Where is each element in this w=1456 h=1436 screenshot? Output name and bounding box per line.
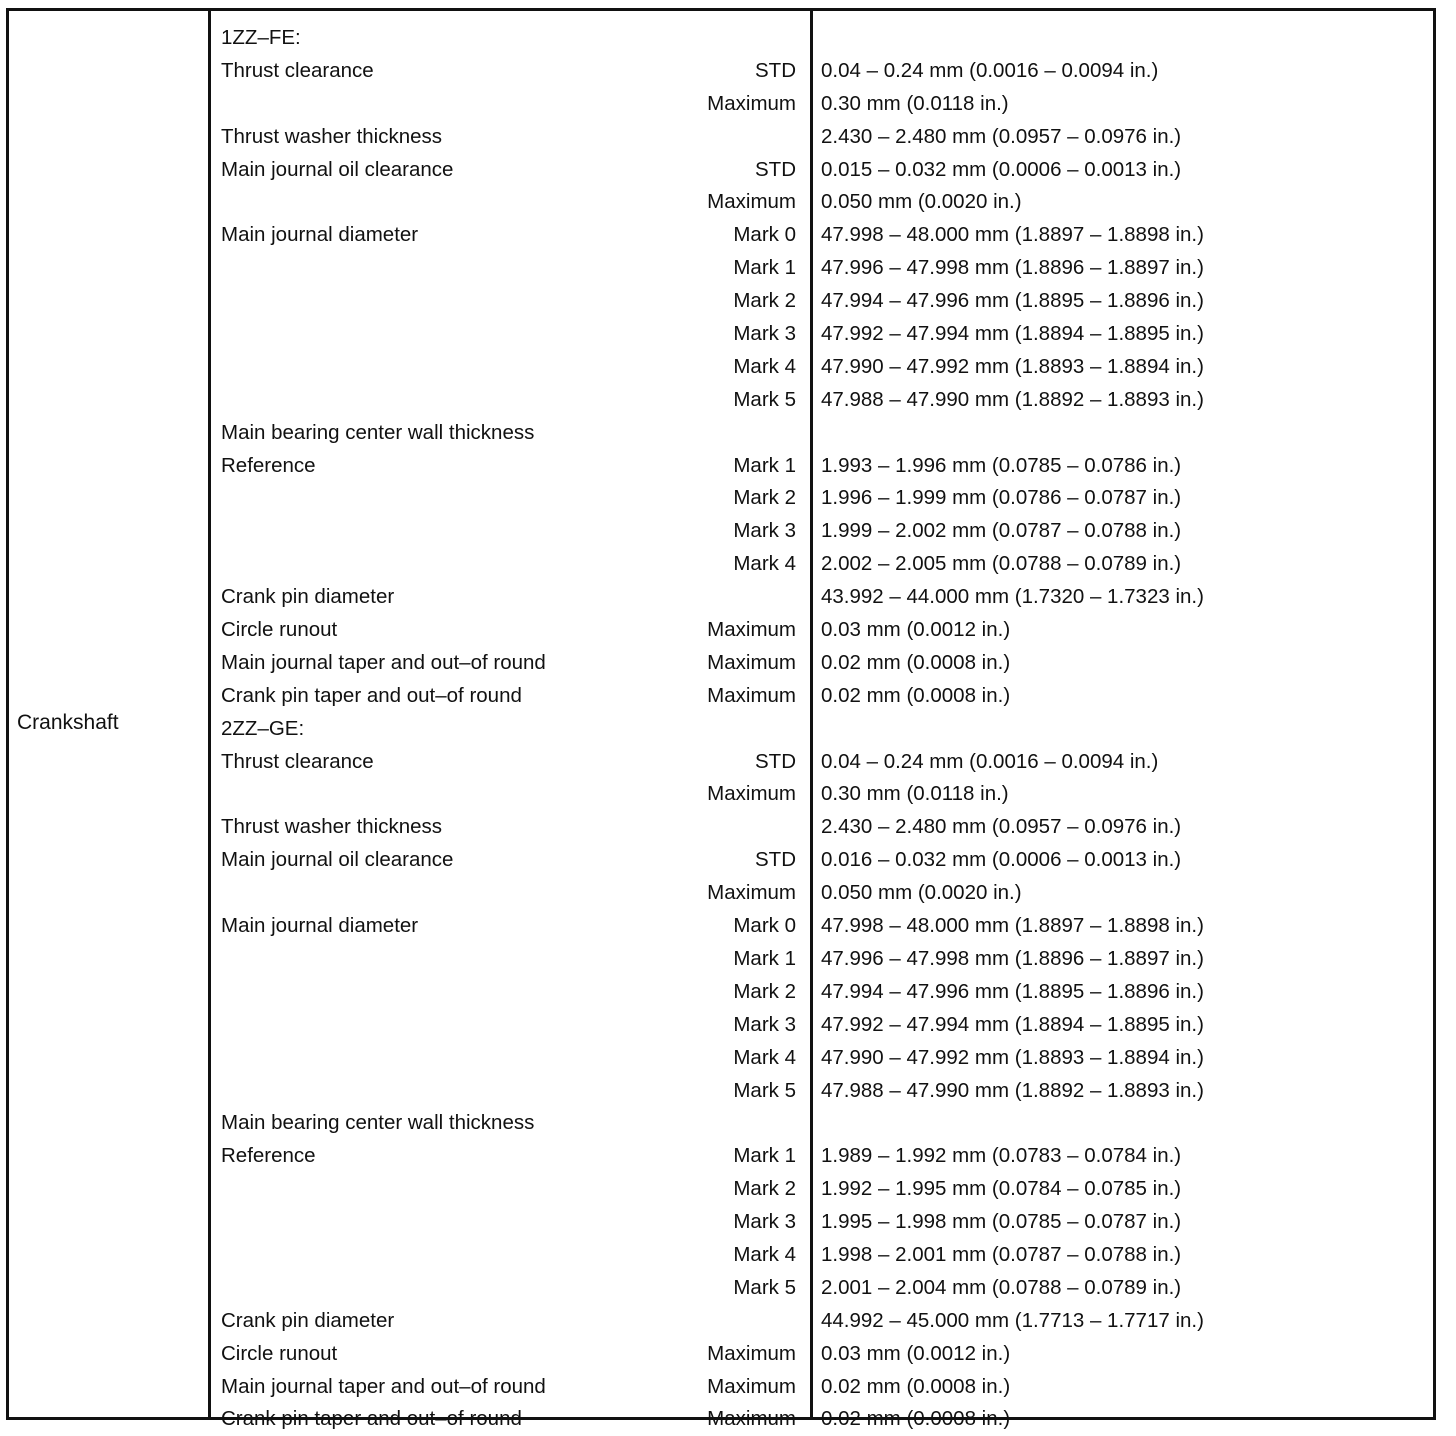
spec-qualifier: STD [755, 848, 796, 872]
spec-row [9, 285, 1433, 318]
spec-value: 47.988 – 47.990 mm (1.8892 – 1.8893 in.) [821, 387, 1204, 411]
spec-label: Main journal diameter [221, 914, 419, 938]
spec-label: Thrust clearance [221, 749, 374, 773]
spec-value: 47.998 – 48.000 mm (1.8897 – 1.8898 in.) [821, 223, 1204, 247]
spec-label: Main journal taper and out–of round [221, 650, 546, 674]
spec-label: Thrust washer thickness [221, 815, 443, 839]
spec-label: 2ZZ–GE: [221, 716, 305, 740]
spec-label: Reference [221, 1144, 316, 1168]
spec-qualifier: Mark 5 [733, 1275, 796, 1299]
spec-label: Circle runout [221, 618, 338, 642]
spec-value: 47.994 – 47.996 mm (1.8895 – 1.8896 in.) [821, 979, 1204, 1003]
spec-qualifier: Mark 3 [733, 1210, 796, 1234]
spec-row [9, 515, 1433, 548]
spec-qualifier: Mark 1 [733, 1144, 796, 1168]
spec-label: Thrust washer thickness [221, 124, 443, 148]
spec-row [9, 713, 1433, 746]
spec-label: Main bearing center wall thickness [221, 420, 535, 444]
spec-row [9, 55, 1433, 88]
spec-qualifier: STD [755, 749, 796, 773]
spec-qualifier: Mark 5 [733, 1078, 796, 1102]
spec-row [9, 976, 1433, 1009]
spec-qualifier: Mark 2 [733, 1177, 796, 1201]
spec-label: Crank pin diameter [221, 1308, 395, 1332]
spec-row [9, 1042, 1433, 1075]
spec-value: 0.04 – 0.24 mm (0.0016 – 0.0094 in.) [821, 58, 1159, 82]
spec-row [9, 877, 1433, 910]
spec-qualifier: Mark 4 [733, 552, 796, 576]
spec-qualifier: Mark 2 [733, 486, 796, 510]
spec-qualifier: Maximum [707, 683, 796, 707]
spec-row [9, 450, 1433, 483]
spec-value: 1.999 – 2.002 mm (0.0787 – 0.0788 in.) [821, 519, 1182, 543]
spec-value: 47.996 – 47.998 mm (1.8896 – 1.8897 in.) [821, 946, 1204, 970]
spec-value: 0.02 mm (0.0008 in.) [821, 1374, 1011, 1398]
spec-row [9, 22, 1433, 55]
spec-qualifier: Mark 1 [733, 453, 796, 477]
spec-row [9, 746, 1433, 779]
spec-value: 1.996 – 1.999 mm (0.0786 – 0.0787 in.) [821, 486, 1182, 510]
spec-value: 47.992 – 47.994 mm (1.8894 – 1.8895 in.) [821, 1012, 1204, 1036]
spec-label: Main journal diameter [221, 223, 419, 247]
spec-row [9, 548, 1433, 581]
spec-label: Crank pin diameter [221, 585, 395, 609]
spec-qualifier: Mark 1 [733, 946, 796, 970]
spec-value: 0.050 mm (0.0020 in.) [821, 881, 1022, 905]
spec-row [9, 844, 1433, 877]
spec-row [9, 1272, 1433, 1305]
spec-row [9, 1305, 1433, 1338]
spec-value: 0.30 mm (0.0118 in.) [821, 91, 1009, 115]
spec-qualifier: Mark 2 [733, 979, 796, 1003]
spec-value: 0.016 – 0.032 mm (0.0006 – 0.0013 in.) [821, 848, 1182, 872]
spec-row [9, 1371, 1433, 1404]
spec-qualifier: Mark 4 [733, 1045, 796, 1069]
spec-row [9, 1107, 1433, 1140]
spec-qualifier: STD [755, 58, 796, 82]
spec-row [9, 1239, 1433, 1272]
spec-row [9, 1403, 1433, 1436]
spec-qualifier: Maximum [707, 1374, 796, 1398]
spec-value: 0.02 mm (0.0008 in.) [821, 650, 1011, 674]
spec-qualifier: Mark 3 [733, 1012, 796, 1036]
spec-value: 0.02 mm (0.0008 in.) [821, 1407, 1011, 1431]
spec-qualifier: Mark 3 [733, 519, 796, 543]
spec-label: Circle runout [221, 1341, 338, 1365]
spec-value: 47.994 – 47.996 mm (1.8895 – 1.8896 in.) [821, 289, 1204, 313]
spec-row [9, 581, 1433, 614]
spec-row [9, 1206, 1433, 1239]
spec-qualifier: Maximum [707, 190, 796, 214]
section-label: Crankshaft [17, 711, 119, 734]
spec-row [9, 482, 1433, 515]
spec-label: 1ZZ–FE: [221, 26, 301, 49]
spec-qualifier: Maximum [707, 618, 796, 642]
spec-qualifier: Maximum [707, 1341, 796, 1365]
spec-qualifier: Mark 0 [733, 914, 796, 938]
spec-row [9, 1140, 1433, 1173]
spec-value: 0.02 mm (0.0008 in.) [821, 683, 1011, 707]
spec-value: 1.989 – 1.992 mm (0.0783 – 0.0784 in.) [821, 1144, 1182, 1168]
spec-qualifier: STD [755, 157, 796, 181]
spec-table [6, 8, 1436, 1431]
spec-qualifier: Mark 5 [733, 387, 796, 411]
spec-qualifier: Maximum [707, 881, 796, 905]
spec-row [9, 1075, 1433, 1108]
spec-row [9, 1338, 1433, 1371]
spec-row [9, 318, 1433, 351]
spec-value: 47.998 – 48.000 mm (1.8897 – 1.8898 in.) [821, 914, 1204, 938]
spec-label: Main journal oil clearance [221, 157, 454, 181]
spec-qualifier: Mark 4 [733, 354, 796, 378]
spec-label: Reference [221, 453, 316, 477]
spec-label: Thrust clearance [221, 58, 374, 82]
spec-value: 1.993 – 1.996 mm (0.0785 – 0.0786 in.) [821, 453, 1182, 477]
spec-qualifier: Maximum [707, 91, 796, 115]
spec-row [9, 680, 1433, 713]
spec-value: 1.992 – 1.995 mm (0.0784 – 0.0785 in.) [821, 1177, 1182, 1201]
spec-row [9, 811, 1433, 844]
spec-label: Main journal taper and out–of round [221, 1374, 546, 1398]
spec-row [9, 417, 1433, 450]
spec-value: 47.990 – 47.992 mm (1.8893 – 1.8894 in.) [821, 354, 1204, 378]
spec-qualifier: Mark 3 [733, 322, 796, 346]
spec-value: 47.990 – 47.992 mm (1.8893 – 1.8894 in.) [821, 1045, 1204, 1069]
spec-row [9, 186, 1433, 219]
spec-value: 0.03 mm (0.0012 in.) [821, 1341, 1011, 1365]
spec-qualifier: Mark 2 [733, 289, 796, 313]
spec-value: 2.002 – 2.005 mm (0.0788 – 0.0789 in.) [821, 552, 1182, 576]
spec-value: 47.988 – 47.990 mm (1.8892 – 1.8893 in.) [821, 1078, 1204, 1102]
spec-value: 1.998 – 2.001 mm (0.0787 – 0.0788 in.) [821, 1242, 1182, 1266]
spec-rows [9, 22, 1433, 1436]
spec-value: 0.03 mm (0.0012 in.) [821, 618, 1011, 642]
spec-label: Main journal oil clearance [221, 848, 454, 872]
spec-qualifier: Maximum [707, 1407, 796, 1431]
spec-label: Crank pin taper and out–of round [221, 1407, 522, 1431]
spec-qualifier: Mark 1 [733, 256, 796, 280]
spec-row [9, 647, 1433, 680]
spec-row [9, 943, 1433, 976]
spec-value: 47.996 – 47.998 mm (1.8896 – 1.8897 in.) [821, 256, 1204, 280]
spec-row [9, 154, 1433, 187]
spec-row [9, 910, 1433, 943]
spec-value: 43.992 – 44.000 mm (1.7320 – 1.7323 in.) [821, 585, 1204, 609]
spec-row [9, 121, 1433, 154]
spec-qualifier: Maximum [707, 650, 796, 674]
spec-row [9, 614, 1433, 647]
spec-row [9, 778, 1433, 811]
spec-value: 0.015 – 0.032 mm (0.0006 – 0.0013 in.) [821, 157, 1182, 181]
spec-value: 2.430 – 2.480 mm (0.0957 – 0.0976 in.) [821, 124, 1182, 148]
spec-value: 44.992 – 45.000 mm (1.7713 – 1.7717 in.) [821, 1308, 1204, 1332]
spec-row [9, 219, 1433, 252]
spec-row [9, 1009, 1433, 1042]
spec-label: Crank pin taper and out–of round [221, 683, 522, 707]
spec-value: 1.995 – 1.998 mm (0.0785 – 0.0787 in.) [821, 1210, 1182, 1234]
spec-label: Main bearing center wall thickness [221, 1111, 535, 1135]
spec-value: 0.04 – 0.24 mm (0.0016 – 0.0094 in.) [821, 749, 1159, 773]
spec-qualifier: Mark 0 [733, 223, 796, 247]
spec-row [9, 252, 1433, 285]
spec-row [9, 351, 1433, 384]
spec-value: 2.430 – 2.480 mm (0.0957 – 0.0976 in.) [821, 815, 1182, 839]
spec-value: 0.30 mm (0.0118 in.) [821, 782, 1009, 806]
spec-row [9, 88, 1433, 121]
spec-qualifier: Maximum [707, 782, 796, 806]
spec-value: 2.001 – 2.004 mm (0.0788 – 0.0789 in.) [821, 1275, 1182, 1299]
spec-row [9, 384, 1433, 417]
spec-qualifier: Mark 4 [733, 1242, 796, 1266]
spec-value: 47.992 – 47.994 mm (1.8894 – 1.8895 in.) [821, 322, 1204, 346]
spec-row [9, 1173, 1433, 1206]
spec-value: 0.050 mm (0.0020 in.) [821, 190, 1022, 214]
